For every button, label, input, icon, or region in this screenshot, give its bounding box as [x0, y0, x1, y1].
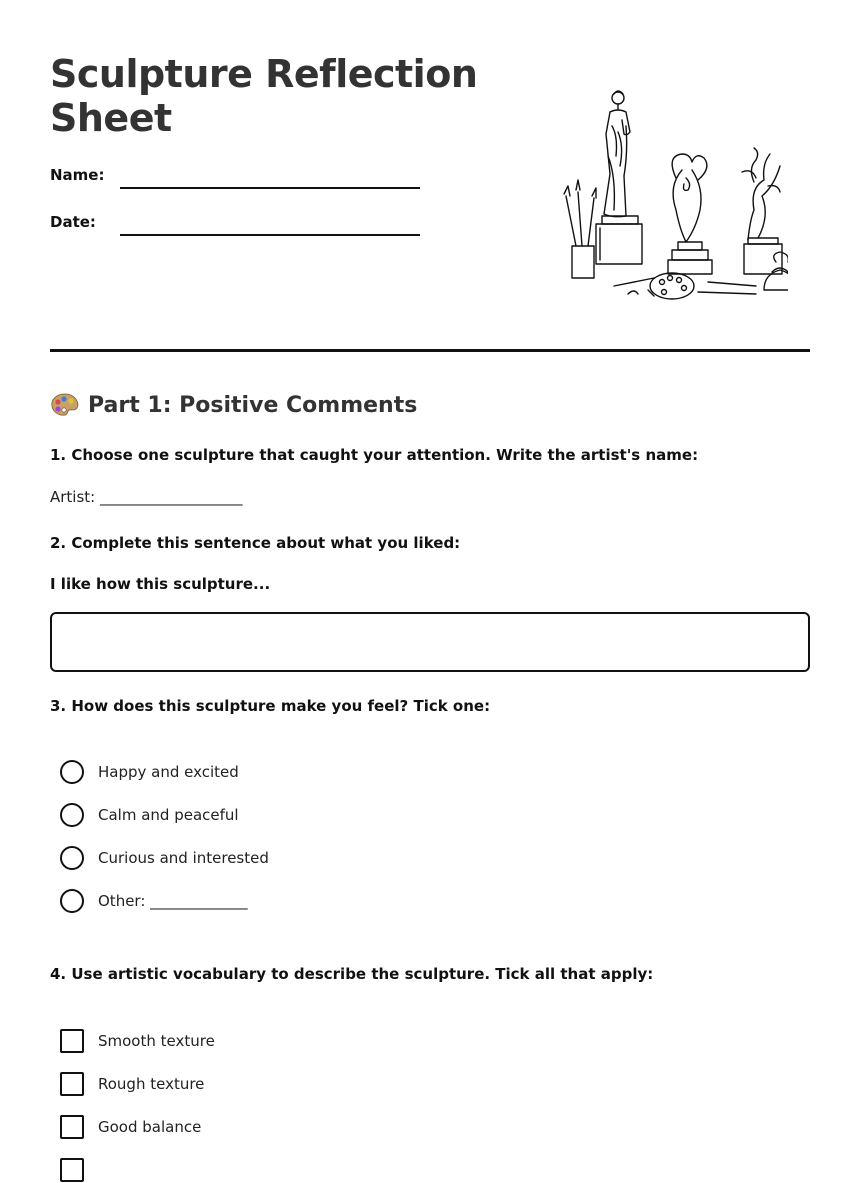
liked-answer-box[interactable] [50, 612, 810, 672]
option-label: Rough texture [98, 1075, 205, 1093]
date-field[interactable] [120, 234, 420, 236]
palette-icon [50, 392, 80, 418]
name-label: Name: [50, 166, 105, 184]
option-label: Good balance [98, 1118, 202, 1136]
option-label: Other: _____________ [98, 892, 248, 910]
vocabulary-option[interactable] [60, 1028, 215, 1054]
question-2: 2. Complete this sentence about what you liked: [50, 534, 461, 552]
worksheet-page [50, 0, 810, 1161]
part1-heading [50, 390, 417, 420]
checkbox[interactable] [60, 1158, 84, 1182]
name-field[interactable] [120, 187, 420, 189]
option-label: Curious and interested [98, 849, 269, 867]
vocabulary-option[interactable] [60, 1071, 204, 1097]
checkbox[interactable] [60, 1072, 84, 1096]
part1-heading-text: Part 1: Positive Comments [88, 392, 418, 418]
sentence-stem: I like how this sculpture... [50, 575, 271, 593]
feeling-option[interactable] [60, 759, 239, 785]
date-label: Date: [50, 213, 96, 231]
radio-button[interactable] [60, 760, 84, 784]
option-label: Happy and excited [98, 763, 239, 781]
radio-button[interactable] [60, 803, 84, 827]
page-title: Sculpture Reflection Sheet [50, 52, 478, 140]
radio-button[interactable] [60, 889, 84, 913]
checkbox[interactable] [60, 1029, 84, 1053]
radio-button[interactable] [60, 846, 84, 870]
question-3: 3. How does this sculpture make you feel? Tick one: [50, 697, 491, 715]
question-1: 1. Choose one sculpture that caught your attention. Write the artist's name: [50, 446, 699, 464]
question-4: 4. Use artistic vocabulary to describe the sculpture. Tick all that apply: [50, 965, 654, 983]
vocabulary-option[interactable] [60, 1114, 201, 1140]
sculpture-gallery-illustration [558, 86, 788, 308]
header-divider [50, 349, 810, 352]
feeling-option[interactable] [60, 888, 248, 914]
option-label: Calm and peaceful [98, 806, 239, 824]
option-label: Smooth texture [98, 1032, 215, 1050]
feeling-option[interactable] [60, 802, 239, 828]
feeling-option[interactable] [60, 845, 269, 871]
checkbox[interactable] [60, 1115, 84, 1139]
artist-answer-line[interactable]: Artist: ___________________ [50, 488, 243, 506]
